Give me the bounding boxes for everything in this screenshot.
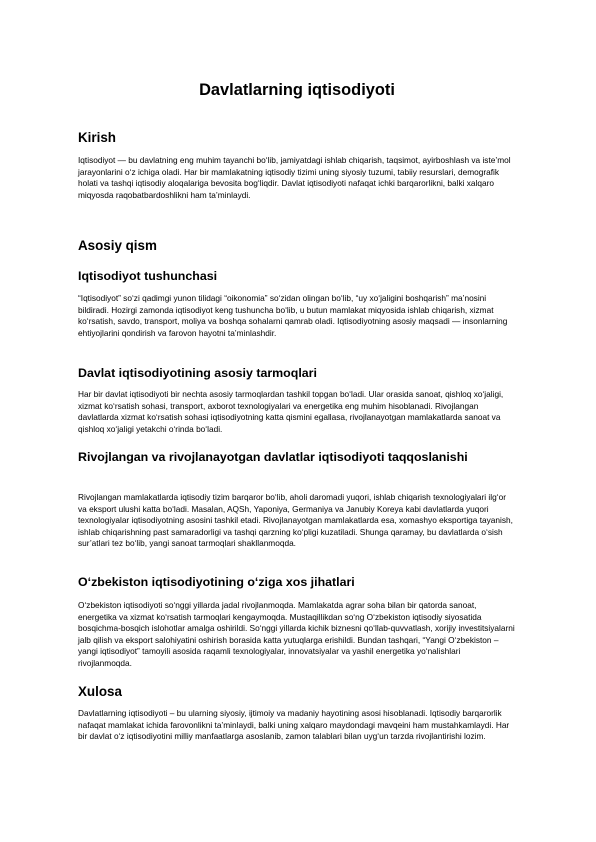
main-section-heading: Asosiy qism (78, 238, 157, 253)
section-heading-uzbekistan: O‘zbekiston iqtisodiyotining o‘ziga xos jihatlari (78, 575, 355, 589)
section-paragraph-branches: Har bir davlat iqtisodiyoti bir nechta asosiy tarmoqlardan tashkil topgan bo‘ladi. Ular orasida sanoat, qishloq xo‘jaligi, xizmat ko‘rsatish sohasi, transport, axborot texnologiyalari va energetika eng muhim hisoblanadi. Rivojlangan davlatlarda xizmat ko‘rsatish sohasi iqtisodiyotning katta qismini egallasa, rivojlanayotgan mamlakatlarda sanoat va qishloq xo‘jaligi yetakchi o‘rinda bo‘ladi. (78, 389, 504, 434)
section-heading-concept: Iqtisodiyot tushunchasi (78, 269, 218, 283)
intro-paragraph: Iqtisodiyot — bu davlatning eng muhim tayanchi bo‘lib, jamiyatdagi ishlab chiqarish, taqsimot, ayirboshlash va iste’mol jarayonlarini o‘z ichiga oladi. Har bir mamlakatning iqtisodiy tizimi uning siyosiy tuzumi, tabiiy resurslari, demografik holati va tashqi iqtisodiy aloqalariga bevosita bog‘liqdir. Davlat iqtisodiyoti nafaqat ichki barqarorlikni, balki xalqaro miqyosda raqobatbardoshlikni ham ta’minlaydi. (78, 155, 511, 200)
section-heading-branches: Davlat iqtisodiyotining asosiy tarmoqlari (78, 366, 317, 380)
conclusion-heading: Xulosa (78, 684, 122, 699)
conclusion-paragraph: Davlatlarning iqtisodiyoti – bu ularning siyosiy, ijtimoiy va madaniy hayotining asosi hisoblanadi. Iqtisodiy barqarorlik nafaqat mamlakat ichida farovonlikni ta’minlaydi, balki uning xalqaro maydondagi mavqeini ham mustahkamlaydi. Har bir davlat o‘z iqtisodiyotini milliy manfaatlarga asoslanib, zamon talablari bilan uyg‘un tarzda rivojlantirishi lozim. (78, 708, 510, 742)
section-paragraph-uzbekistan: O‘zbekiston iqtisodiyoti so‘nggi yillarda jadal rivojlanmoqda. Mamlakatda agrar soha bilan bir qatorda sanoat, energetika va xizmat ko‘rsatish tarmoqlari kengaymoqda. Mustaqillikdan so‘ng O‘zbekiston iqtisodiy siyosatida bosqichma-bosqich islohotlar amalga oshirildi. So‘nggi yillarda kichik biznesni qo‘llab-quvvatlash, xorijiy investitsiyalarni jalb qilish va eksport salohiyatini oshirish borasida katta yutuqlarga erishildi. Bundan tashqari, “Yangi O‘zbekiston – yangi iqtisodiyot” tamoyili asosida raqamli texnologiyalar, innovatsiyalar va yashil energetika yo‘nalishlari rivojlanmoqda. (78, 600, 515, 668)
section-paragraph-comparison: Rivojlangan mamlakatlarda iqtisodiy tizim barqaror bo‘lib, aholi daromadi yuqori, ishlab chiqarish texnologiyalari ilg‘or va eksport ulushi katta bo‘ladi. Masalan, AQSh, Yaponiya, Germaniya va Janubiy Koreya kabi davlatlarda yuqori texnologiyalar iqtisodiyotning asosini tashkil etadi. Rivojlanayotgan mamlakatlarda esa, xomashyo eksportiga tayanish, ishlab chiqarishning past samaradorligi va tashqi qarzning ko‘pligi kuzatiladi. Shunga qaramay, bu davlatlarda o‘sish sur’atlari tez bo‘lib, yangi sanoat tarmoqlari shakllanmoqda. (78, 492, 513, 549)
intro-heading: Kirish (78, 130, 116, 145)
section-paragraph-concept: “Iqtisodiyot” so‘zi qadimgi yunon tilidagi “oikonomia” so‘zidan olingan bo‘lib, “uy xo‘jaligini boshqarish” ma’nosini bildiradi. Hozirgi zamonda iqtisodiyot keng tushuncha bo‘lib, u butun mamlakat miqyosida ishlab chiqarish, xizmat ko‘rsatish, savdo, transport, moliya va boshqa sohalarni qamrab oladi. Iqtisodiyotning asosiy maqsadi — insonlarning ehtiyojlarini qondirish va farovon hayotni ta’minlashdir. (78, 293, 508, 338)
document-title: Davlatlarning iqtisodiyoti (199, 81, 395, 99)
section-heading-comparison: Rivojlangan va rivojlanayotgan davlatlar iqtisodiyoti taqqoslanishi (78, 450, 468, 464)
